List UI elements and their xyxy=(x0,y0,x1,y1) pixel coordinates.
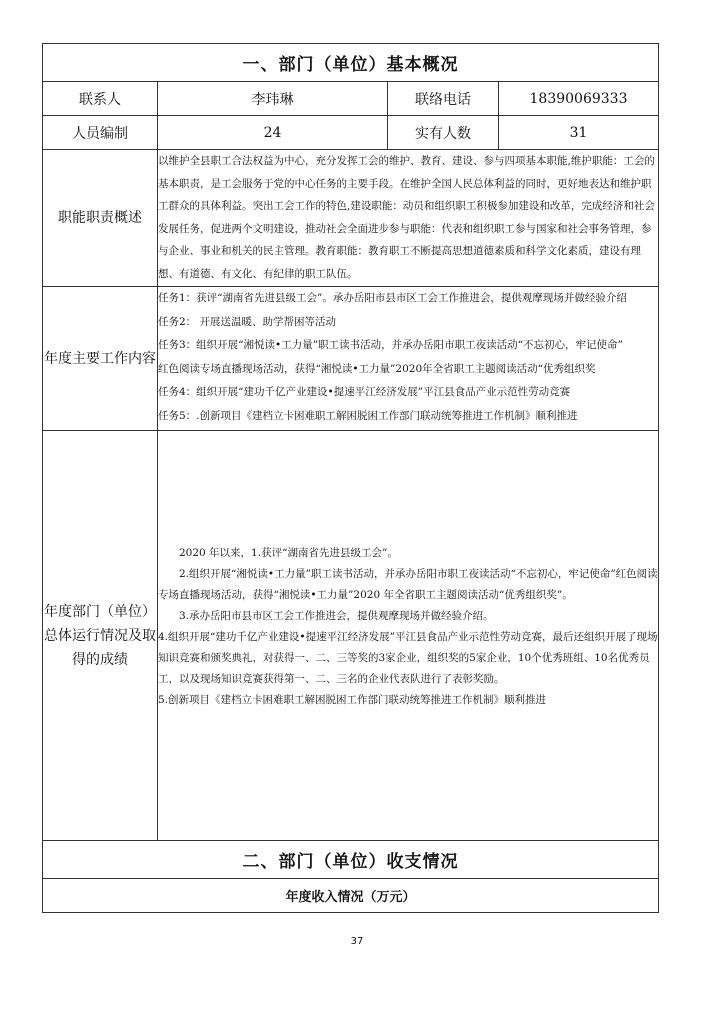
performance-paragraph: 3.承办岳阳市县市区工会工作推进会，提供观摩现场并做经验介绍。 xyxy=(179,610,494,622)
duty-description: 以维护全县职工合法权益为中心，充分发挥工会的维护、教育、建设、参与四项基本职能,维护职能：工会的基本职责，是工会服务于党的中心任务的主要手段。在维护全国人民总体利益的同时，更好地表达和维护职工群众的具体利益。突出工会工作的特色,建设职能：动员和组织职工积极参加建设和改革，完成经济和社会发展任务，促进两个文明建设，推动社会全面进步参与职能：代表和组织职工参与国家和社会事务管理，参与企业、事业和机关的民主管理。教育职能：教育职工不断提高思想道德素质和科学文化素质，建设有理想、有道德、有文化、有纪律的职工队伍。 xyxy=(158,150,659,287)
actual-staff-label: 实有人数 xyxy=(388,116,499,150)
phone-label: 联络电话 xyxy=(388,82,499,116)
contact-value: 李玮琳 xyxy=(158,82,388,116)
section1-title: 一、部门（单位）基本概况 xyxy=(43,44,659,82)
performance-label: 年度部门（单位）总体运行情况及取得的成绩 xyxy=(43,431,158,841)
actual-staff-value: 31 xyxy=(499,116,659,150)
work-item: 任务4：组织开展“建功千亿产业建设•提速平江经济发展”平江县食品产业示范性劳动竞赛 xyxy=(158,386,571,398)
work-label: 年度主要工作内容 xyxy=(43,287,158,431)
staff-quota-value: 24 xyxy=(158,116,388,150)
performance-paragraph: 4.组织开展“建功千亿产业建设•提速平江经济发展”平江县食品产业示范性劳动竞赛，最后还组织开展了现场知识竞赛和颁奖典礼，对获得一、二、三等奖的3家企业，组织奖的5家企业，10个优秀班组、10名优秀员工，以及现场知识竞赛获得第一、二、三名的企业代表队进行了表彰奖励。 xyxy=(158,631,658,685)
section2-title: 二、部门（单位）收支情况 xyxy=(43,841,659,879)
work-item: 任务5：.创新项目《建档立卡困难职工解困脱困工作部门联动统筹推进工作机制》顺利推进 xyxy=(158,409,578,422)
performance-paragraph: 2.组织开展“湘悦读•工力量”职工读书活动，并承办岳阳市职工夜读活动“不忘初心，牢记使命”红色阅读专场直播现场活动，获得“湘悦读•工力量”2020 年全省职工主题阅读活动“优秀组织奖”。 xyxy=(158,568,658,601)
page-number: 37 xyxy=(350,936,364,947)
performance-summary xyxy=(158,431,659,841)
work-item: 任务2： 开展送温暖、助学帮困等活动 xyxy=(158,315,337,328)
performance-paragraph: 2020 年以来，1.获评“湖南省先进县级工会”。 xyxy=(179,547,398,559)
duty-label: 职能职责概述 xyxy=(43,150,158,287)
performance-paragraph: 5.创新项目《建档立卡困难职工解困脱困工作部门联动统筹推进工作机制》顺利推进 xyxy=(158,694,547,706)
phone-value: 18390069333 xyxy=(499,82,659,116)
work-item: 任务3：组织开展“湘悦读•工力量”职工读书活动，并承办岳阳市职工夜读活动“不忘初心，牢记使命” xyxy=(158,339,623,351)
income-heading: 年度收入情况（万元） xyxy=(43,879,659,913)
work-item: 任务1：获评“湖南省先进县级工会”。承办岳阳市县市区工会工作推进会，提供观摩现场并做经验介绍 xyxy=(158,292,627,304)
work-items xyxy=(158,287,659,431)
work-item: 红色阅读专场直播现场活动，获得“湘悦读•工力量”2020年全省职工主题阅读活动“优秀组织奖 xyxy=(158,362,596,375)
staff-quota-label: 人员编制 xyxy=(43,116,158,150)
contact-label: 联系人 xyxy=(43,82,158,116)
budget-overview-table xyxy=(42,43,659,913)
